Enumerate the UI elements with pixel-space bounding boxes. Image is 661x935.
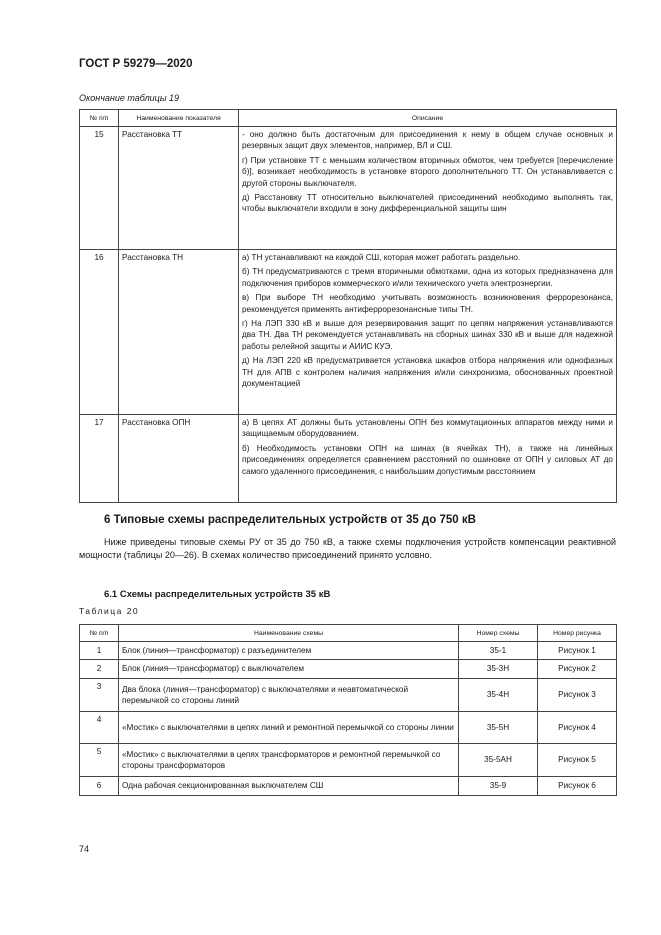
section-intro-paragraph: Ниже приведены типовые схемы РУ от 35 до 750 кВ, а также схемы подключения устройств компенсации реактивной мощности (таблицы 20—26). В схемах количество присоединений принято условно. [79,537,616,560]
row-number: 17 [80,415,119,503]
row-scheme-name: «Мостик» с выключателями в цепях трансформаторов и ремонтной перемычкой со стороны трансформаторов [119,744,459,777]
column-header-number: № п/п [80,110,119,127]
table-row [80,660,617,679]
row-scheme-number: 35-5Н [459,712,538,744]
description-paragraph: д) На ЛЭП 220 кВ предусматривается установка шкафов отбора напряжения или однофазных ТН для АПВ с контролем наличия напряжения и/или синхронизма, обоснованных проектной документацией [242,356,613,389]
column-header-description: Описание [239,110,617,127]
table-row [80,642,617,660]
row-number: 1 [80,642,119,660]
description-paragraph: в) При выборе ТН необходимо учитывать возможность возникновения феррорезонанса, рекомендуется применять антиферрорезонансные типы ТН. [242,293,613,314]
row-number: 3 [80,679,119,712]
row-indicator-name: Расстановка ТТ [119,127,239,250]
table-row [80,250,617,415]
row-scheme-name: Блок (линия—трансформатор) с разъединителем [119,642,459,660]
subsection-heading: 6.1 Схемы распределительных устройств 35 кВ [104,589,331,600]
row-scheme-number: 35-1 [459,642,538,660]
row-number: 6 [80,777,119,796]
table-header-row [80,110,617,127]
row-scheme-name: «Мостик» с выключателями в цепях линий и ремонтной перемычкой со стороны линии [119,712,459,744]
row-figure-number: Рисунок 6 [538,777,617,796]
row-number: 15 [80,127,119,250]
column-header-number: № п/п [80,625,119,642]
row-scheme-name: Одна рабочая секционированная выключателем СШ [119,777,459,796]
description-paragraph: б) ТН предусматриваются с тремя вторичными обмотками, одна из которых предназначена для подключения приборов коммерческого и/или технического учета электроэнергии. [242,267,613,288]
row-figure-number: Рисунок 5 [538,744,617,777]
row-number: 5 [80,744,119,777]
table-row [80,744,617,777]
row-figure-number: Рисунок 3 [538,679,617,712]
row-scheme-number: 35-9 [459,777,538,796]
description-paragraph: - оно должно быть достаточным для присоединения к нему в общем случае основных и резервных защит двух элементов, например, ВЛ и СШ. [242,130,613,151]
column-header-indicator: Наименование показателя [119,110,239,127]
row-scheme-number: 35-3Н [459,660,538,679]
section-heading: 6 Типовые схемы распределительных устройств от 35 до 750 кВ [104,514,476,526]
row-description [239,127,617,250]
row-number: 16 [80,250,119,415]
table-row [80,777,617,796]
description-paragraph: г) На ЛЭП 330 кВ и выше для резервирования защит по цепям напряжения устанавливаются два ТН. Два ТН рекомендуется устанавливать на сборных шинах 330 кВ и выше для надежной работы релейной защиты и АИИС КУЭ. [242,319,613,351]
description-paragraph: д) Расстановку ТТ относительно выключателей присоединений необходимо выполнять так, чтобы выключатели входили в зону дифференциальной защиты шин [242,193,613,214]
column-header-figure-number: Номер рисунка [538,625,617,642]
row-scheme-name: Блок (линия—трансформатор) с выключателем [119,660,459,679]
table-19 [79,109,617,503]
table-row [80,415,617,503]
table-20 [79,624,617,796]
description-paragraph: г) При установке ТТ с меньшим количеством вторичных обмоток, чем требуется [перечисление б)], возникает необходимость в установке второго дополнительного ТТ. Он устанавливается с другой стороны выключателя. [242,155,613,188]
row-description [239,250,617,415]
row-figure-number: Рисунок 4 [538,712,617,744]
description-paragraph: б) Необходимость установки ОПН на шинах (в ячейках ТН), а также на линейных присоединениях определяется сравнением расстояний по ошиновке от ОПН у силовых АТ до самого удаленного присоединения, с наибольшим допустимым расстоянием [242,443,613,476]
document-header: ГОСТ Р 59279—2020 [79,58,193,70]
row-description [239,415,617,503]
table-header-row [80,625,617,642]
row-figure-number: Рисунок 2 [538,660,617,679]
row-scheme-name: Два блока (линия—трансформатор) с выключателями и неавтоматической перемычкой со стороны линий [119,679,459,712]
table-row [80,712,617,744]
row-scheme-number: 35-4Н [459,679,538,712]
page-number: 74 [79,844,90,854]
description-paragraph: а) В цепях АТ должны быть установлены ОПН без коммутационных аппаратов между ними и защищаемым оборудованием. [242,418,613,439]
row-indicator-name: Расстановка ОПН [119,415,239,503]
table-20-caption: Таблица 20 [79,606,140,616]
row-scheme-number: 35-5АН [459,744,538,777]
table-row [80,127,617,250]
description-paragraph: а) ТН устанавливают на каждой СШ, которая может работать раздельно. [242,253,521,262]
row-figure-number: Рисунок 1 [538,642,617,660]
column-header-scheme-number: Номер схемы [459,625,538,642]
row-indicator-name: Расстановка ТН [119,250,239,415]
row-number: 2 [80,660,119,679]
column-header-scheme-name: Наименование схемы [119,625,459,642]
row-number: 4 [80,712,119,744]
table-row [80,679,617,712]
table-19-caption: Окончание таблицы 19 [79,93,179,103]
